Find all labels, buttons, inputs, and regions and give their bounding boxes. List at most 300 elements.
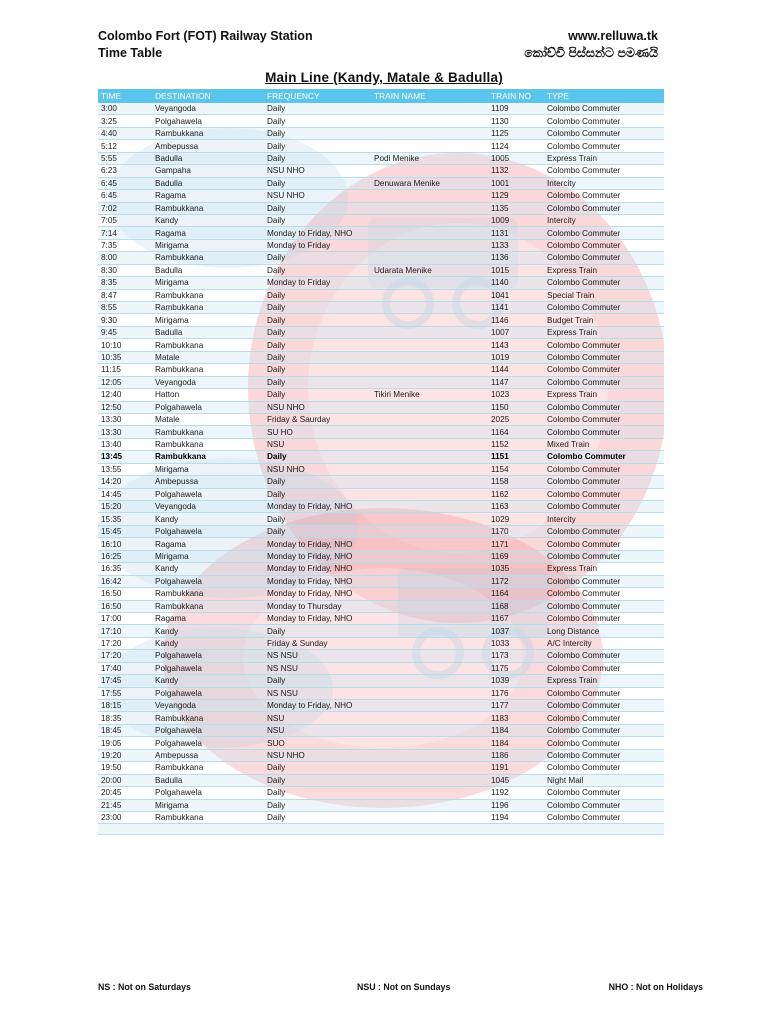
cell-time: 6:45 <box>98 177 152 189</box>
cell-train-no: 1167 <box>488 612 544 624</box>
cell-train-name <box>371 550 488 562</box>
cell-time: 16:25 <box>98 550 152 562</box>
cell-type: Colombo Commuter <box>544 127 664 139</box>
cell-destination: Kandy <box>152 214 264 226</box>
cell-train-name <box>371 787 488 799</box>
col-frequency-header: FREQUENCY <box>264 89 371 103</box>
cell-train-name <box>371 811 488 823</box>
table-header-row <box>98 89 664 103</box>
cell-type: Intercity <box>544 214 664 226</box>
cell-frequency: NS NSU <box>264 687 371 699</box>
cell-time: 13:45 <box>98 451 152 463</box>
cell-time: 13:40 <box>98 438 152 450</box>
cell-frequency: SUO <box>264 737 371 749</box>
cell-frequency: NSU <box>264 712 371 724</box>
cell-time: 8:00 <box>98 252 152 264</box>
cell-frequency: NS NSU <box>264 662 371 674</box>
cell-destination: Rambukkana <box>152 302 264 314</box>
cell-train-no: 1152 <box>488 438 544 450</box>
cell-time: 8:35 <box>98 277 152 289</box>
table-row <box>98 538 664 550</box>
table-row <box>98 799 664 811</box>
cell-train-no: 1151 <box>488 451 544 463</box>
cell-type: Intercity <box>544 513 664 525</box>
cell-train-no: 1146 <box>488 314 544 326</box>
cell-type: Express Train <box>544 326 664 338</box>
table-row <box>98 513 664 525</box>
table-row <box>98 115 664 127</box>
cell-time: 16:42 <box>98 575 152 587</box>
cell-frequency: Monday to Thursday <box>264 600 371 612</box>
cell-type: Colombo Commuter <box>544 165 664 177</box>
cell-frequency: Daily <box>264 326 371 338</box>
cell-train-no: 1133 <box>488 239 544 251</box>
cell-type: Express Train <box>544 563 664 575</box>
cell-train-name <box>371 190 488 202</box>
cell-type: Colombo Commuter <box>544 724 664 736</box>
cell-frequency: Daily <box>264 214 371 226</box>
cell-train-no: 1177 <box>488 700 544 712</box>
table-row <box>98 600 664 612</box>
table-row <box>98 302 664 314</box>
cell-type: Colombo Commuter <box>544 115 664 127</box>
cell-train-name <box>371 501 488 513</box>
cell-destination: Kandy <box>152 563 264 575</box>
table-row <box>98 563 664 575</box>
table-row <box>98 525 664 537</box>
cell-train-no: 1154 <box>488 463 544 475</box>
cell-type: Colombo Commuter <box>544 376 664 388</box>
cell-train-name <box>371 525 488 537</box>
cell-destination: Kandy <box>152 637 264 649</box>
cell-train-no: 1163 <box>488 501 544 513</box>
cell-train-name <box>371 588 488 600</box>
cell-frequency: Daily <box>264 762 371 774</box>
cell-time: 10:35 <box>98 351 152 363</box>
cell-type: Colombo Commuter <box>544 525 664 537</box>
cell-destination: Rambukkana <box>152 426 264 438</box>
empty-cell <box>264 824 371 835</box>
cell-destination: Polgahawela <box>152 650 264 662</box>
cell-train-name <box>371 563 488 575</box>
cell-destination: Polgahawela <box>152 662 264 674</box>
cell-frequency: SU HO <box>264 426 371 438</box>
table-row <box>98 476 664 488</box>
cell-time: 14:45 <box>98 488 152 500</box>
cell-frequency: Daily <box>264 787 371 799</box>
cell-time: 21:45 <box>98 799 152 811</box>
cell-train-name <box>371 749 488 761</box>
cell-train-no: 1035 <box>488 563 544 575</box>
cell-destination: Kandy <box>152 675 264 687</box>
cell-train-name <box>371 712 488 724</box>
cell-time: 20:00 <box>98 774 152 786</box>
cell-type: Colombo Commuter <box>544 339 664 351</box>
cell-train-no: 1192 <box>488 787 544 799</box>
cell-type: Colombo Commuter <box>544 662 664 674</box>
cell-frequency: Monday to Friday, NHO <box>264 538 371 550</box>
cell-destination: Badulla <box>152 152 264 164</box>
cell-train-no: 1131 <box>488 227 544 239</box>
cell-frequency: Daily <box>264 252 371 264</box>
cell-train-name <box>371 538 488 550</box>
cell-frequency: Monday to Friday, NHO <box>264 588 371 600</box>
cell-train-name <box>371 214 488 226</box>
table-row <box>98 625 664 637</box>
cell-time: 9:45 <box>98 326 152 338</box>
cell-train-no: 1007 <box>488 326 544 338</box>
table-row <box>98 675 664 687</box>
cell-frequency: NSU NHO <box>264 401 371 413</box>
cell-train-no: 1184 <box>488 737 544 749</box>
cell-type: Colombo Commuter <box>544 140 664 152</box>
cell-train-no: 1001 <box>488 177 544 189</box>
cell-type: Express Train <box>544 675 664 687</box>
cell-type: Colombo Commuter <box>544 600 664 612</box>
table-row <box>98 687 664 699</box>
cell-time: 4:40 <box>98 127 152 139</box>
cell-frequency: NSU <box>264 438 371 450</box>
cell-destination: Rambukkana <box>152 127 264 139</box>
cell-destination: Polgahawela <box>152 575 264 587</box>
cell-train-no: 1009 <box>488 214 544 226</box>
cell-destination: Rambukkana <box>152 451 264 463</box>
timetable <box>98 89 664 835</box>
cell-type: Colombo Commuter <box>544 239 664 251</box>
cell-destination: Kandy <box>152 513 264 525</box>
cell-time: 15:20 <box>98 501 152 513</box>
cell-frequency: Daily <box>264 476 371 488</box>
cell-destination: Polgahawela <box>152 401 264 413</box>
cell-time: 19:05 <box>98 737 152 749</box>
website-link[interactable]: www.relluwa.tk <box>568 29 658 43</box>
table-row <box>98 762 664 774</box>
cell-destination: Mirigama <box>152 239 264 251</box>
cell-frequency: Daily <box>264 152 371 164</box>
cell-destination: Ragama <box>152 190 264 202</box>
cell-destination: Polgahawela <box>152 787 264 799</box>
table-row <box>98 202 664 214</box>
cell-frequency: Daily <box>264 314 371 326</box>
table-row <box>98 588 664 600</box>
cell-train-name <box>371 612 488 624</box>
cell-frequency: NS NSU <box>264 650 371 662</box>
cell-train-name <box>371 140 488 152</box>
cell-type: Mixed Train <box>544 438 664 450</box>
table-end-row <box>98 824 664 835</box>
table-row <box>98 177 664 189</box>
cell-time: 12:05 <box>98 376 152 388</box>
cell-train-name <box>371 650 488 662</box>
cell-frequency: Daily <box>264 289 371 301</box>
cell-train-no: 1147 <box>488 376 544 388</box>
cell-type: Express Train <box>544 389 664 401</box>
cell-destination: Mirigama <box>152 550 264 562</box>
cell-time: 17:40 <box>98 662 152 674</box>
table-row <box>98 426 664 438</box>
cell-destination: Badulla <box>152 177 264 189</box>
cell-train-no: 1164 <box>488 426 544 438</box>
cell-type: Colombo Commuter <box>544 588 664 600</box>
cell-type: Colombo Commuter <box>544 650 664 662</box>
cell-frequency: Daily <box>264 339 371 351</box>
col-type-header: TYPE <box>544 89 664 103</box>
cell-frequency: Monday to Friday, NHO <box>264 575 371 587</box>
col-time-header: TIME <box>98 89 152 103</box>
cell-train-name <box>371 575 488 587</box>
cell-frequency: Daily <box>264 525 371 537</box>
cell-destination: Rambukkana <box>152 364 264 376</box>
cell-type: Colombo Commuter <box>544 612 664 624</box>
cell-train-name <box>371 302 488 314</box>
cell-train-name <box>371 476 488 488</box>
cell-train-name <box>371 103 488 115</box>
cell-destination: Mirigama <box>152 463 264 475</box>
cell-time: 17:00 <box>98 612 152 624</box>
cell-destination: Polgahawela <box>152 724 264 736</box>
table-row <box>98 127 664 139</box>
cell-type: Colombo Commuter <box>544 426 664 438</box>
cell-time: 16:10 <box>98 538 152 550</box>
cell-train-no: 1183 <box>488 712 544 724</box>
col-destination-header: DESTINATION <box>152 89 264 103</box>
cell-time: 17:10 <box>98 625 152 637</box>
empty-cell <box>152 824 264 835</box>
cell-destination: Mirigama <box>152 277 264 289</box>
cell-train-no: 1194 <box>488 811 544 823</box>
cell-train-no: 1196 <box>488 799 544 811</box>
cell-time: 18:35 <box>98 712 152 724</box>
cell-train-no: 1005 <box>488 152 544 164</box>
table-row <box>98 662 664 674</box>
cell-time: 6:23 <box>98 165 152 177</box>
cell-train-no: 2025 <box>488 413 544 425</box>
cell-type: Colombo Commuter <box>544 463 664 475</box>
cell-time: 16:35 <box>98 563 152 575</box>
cell-time: 5:55 <box>98 152 152 164</box>
table-row <box>98 376 664 388</box>
table-row <box>98 339 664 351</box>
timetable-subtitle: Time Table <box>98 46 163 60</box>
table-row <box>98 252 664 264</box>
cell-train-no: 1175 <box>488 662 544 674</box>
cell-type: Colombo Commuter <box>544 302 664 314</box>
cell-time: 13:30 <box>98 413 152 425</box>
cell-train-no: 1158 <box>488 476 544 488</box>
cell-time: 17:20 <box>98 637 152 649</box>
table-row <box>98 488 664 500</box>
cell-train-name <box>371 326 488 338</box>
cell-frequency: Monday to Friday <box>264 277 371 289</box>
cell-destination: Badulla <box>152 774 264 786</box>
cell-type: Colombo Commuter <box>544 811 664 823</box>
table-row <box>98 438 664 450</box>
cell-time: 23:00 <box>98 811 152 823</box>
cell-type: Colombo Commuter <box>544 413 664 425</box>
cell-type: Colombo Commuter <box>544 351 664 363</box>
cell-type: Colombo Commuter <box>544 476 664 488</box>
table-row <box>98 463 664 475</box>
cell-destination: Gampaha <box>152 165 264 177</box>
cell-frequency: Daily <box>264 177 371 189</box>
cell-train-name <box>371 762 488 774</box>
cell-destination: Rambukkana <box>152 339 264 351</box>
cell-train-name <box>371 115 488 127</box>
cell-frequency: Daily <box>264 513 371 525</box>
cell-destination: Badulla <box>152 326 264 338</box>
table-row <box>98 389 664 401</box>
cell-train-no: 1041 <box>488 289 544 301</box>
table-row <box>98 277 664 289</box>
cell-train-name <box>371 339 488 351</box>
cell-time: 15:45 <box>98 525 152 537</box>
cell-frequency: Friday & Sunday <box>264 637 371 649</box>
cell-type: Colombo Commuter <box>544 103 664 115</box>
cell-time: 3:00 <box>98 103 152 115</box>
cell-train-no: 1135 <box>488 202 544 214</box>
cell-train-no: 1184 <box>488 724 544 736</box>
cell-destination: Veyangoda <box>152 376 264 388</box>
cell-destination: Rambukkana <box>152 438 264 450</box>
cell-train-no: 1144 <box>488 364 544 376</box>
cell-train-no: 1141 <box>488 302 544 314</box>
cell-frequency: NSU NHO <box>264 463 371 475</box>
cell-type: Colombo Commuter <box>544 202 664 214</box>
cell-train-name <box>371 351 488 363</box>
table-row <box>98 401 664 413</box>
cell-time: 18:45 <box>98 724 152 736</box>
cell-type: Colombo Commuter <box>544 712 664 724</box>
cell-destination: Polgahawela <box>152 687 264 699</box>
empty-cell <box>98 824 152 835</box>
cell-frequency: NSU NHO <box>264 165 371 177</box>
cell-type: Colombo Commuter <box>544 277 664 289</box>
cell-train-name <box>371 737 488 749</box>
cell-destination: Ragama <box>152 612 264 624</box>
table-row <box>98 501 664 513</box>
cell-destination: Polgahawela <box>152 488 264 500</box>
cell-frequency: NSU NHO <box>264 749 371 761</box>
cell-frequency: Daily <box>264 103 371 115</box>
cell-train-name <box>371 227 488 239</box>
cell-type: Colombo Commuter <box>544 550 664 562</box>
cell-train-name <box>371 675 488 687</box>
cell-destination: Matale <box>152 351 264 363</box>
cell-time: 9:30 <box>98 314 152 326</box>
page-title: Main Line (Kandy, Matale & Badulla) <box>265 70 503 85</box>
footnote-nho: NHO : Not on Holidays <box>608 982 703 992</box>
cell-time: 15:35 <box>98 513 152 525</box>
cell-train-name <box>371 463 488 475</box>
cell-train-name <box>371 413 488 425</box>
cell-time: 17:20 <box>98 650 152 662</box>
cell-destination: Polgahawela <box>152 525 264 537</box>
cell-train-name <box>371 600 488 612</box>
cell-destination: Ragama <box>152 227 264 239</box>
table-row <box>98 364 664 376</box>
cell-train-no: 1019 <box>488 351 544 363</box>
cell-train-no: 1037 <box>488 625 544 637</box>
cell-train-name <box>371 438 488 450</box>
cell-train-name <box>371 277 488 289</box>
cell-type: Long Distance <box>544 625 664 637</box>
cell-time: 19:50 <box>98 762 152 774</box>
cell-frequency: Daily <box>264 799 371 811</box>
cell-train-no: 1015 <box>488 264 544 276</box>
cell-time: 7:05 <box>98 214 152 226</box>
table-row <box>98 326 664 338</box>
cell-type: A/C Intercity <box>544 637 664 649</box>
cell-time: 8:47 <box>98 289 152 301</box>
cell-time: 20:45 <box>98 787 152 799</box>
table-row <box>98 165 664 177</box>
cell-train-no: 1136 <box>488 252 544 264</box>
cell-time: 19:20 <box>98 749 152 761</box>
cell-destination: Ambepussa <box>152 140 264 152</box>
cell-time: 10:10 <box>98 339 152 351</box>
cell-time: 7:02 <box>98 202 152 214</box>
cell-train-no: 1125 <box>488 127 544 139</box>
cell-destination: Ambepussa <box>152 476 264 488</box>
cell-type: Colombo Commuter <box>544 762 664 774</box>
cell-frequency: Friday & Saurday <box>264 413 371 425</box>
cell-train-name <box>371 252 488 264</box>
cell-train-no: 1130 <box>488 115 544 127</box>
cell-frequency: Daily <box>264 774 371 786</box>
cell-train-name <box>371 637 488 649</box>
cell-frequency: NSU NHO <box>264 190 371 202</box>
page-header-right <box>524 28 658 62</box>
table-row <box>98 650 664 662</box>
cell-destination: Rambukkana <box>152 600 264 612</box>
timetable-body <box>98 103 664 835</box>
cell-destination: Hatton <box>152 389 264 401</box>
table-row <box>98 451 664 463</box>
cell-time: 13:30 <box>98 426 152 438</box>
cell-time: 8:55 <box>98 302 152 314</box>
cell-type: Colombo Commuter <box>544 190 664 202</box>
cell-train-no: 1109 <box>488 103 544 115</box>
cell-frequency: Daily <box>264 202 371 214</box>
table-row <box>98 712 664 724</box>
cell-train-no: 1176 <box>488 687 544 699</box>
cell-train-no: 1129 <box>488 190 544 202</box>
cell-train-name <box>371 165 488 177</box>
cell-time: 7:35 <box>98 239 152 251</box>
cell-time: 13:55 <box>98 463 152 475</box>
empty-cell <box>544 824 664 835</box>
cell-time: 18:15 <box>98 700 152 712</box>
table-row <box>98 103 664 115</box>
footnote-nsu: NSU : Not on Sundays <box>357 982 451 992</box>
cell-destination: Ambepussa <box>152 749 264 761</box>
cell-frequency: Daily <box>264 302 371 314</box>
cell-type: Intercity <box>544 177 664 189</box>
cell-time: 5:12 <box>98 140 152 152</box>
cell-train-no: 1173 <box>488 650 544 662</box>
table-row <box>98 351 664 363</box>
cell-type: Colombo Commuter <box>544 451 664 463</box>
cell-train-name: Denuwara Menike <box>371 177 488 189</box>
cell-type: Colombo Commuter <box>544 700 664 712</box>
cell-train-name <box>371 451 488 463</box>
cell-train-name <box>371 724 488 736</box>
table-row <box>98 700 664 712</box>
cell-train-no: 1143 <box>488 339 544 351</box>
cell-train-no: 1170 <box>488 525 544 537</box>
cell-train-no: 1168 <box>488 600 544 612</box>
cell-frequency: Daily <box>264 140 371 152</box>
